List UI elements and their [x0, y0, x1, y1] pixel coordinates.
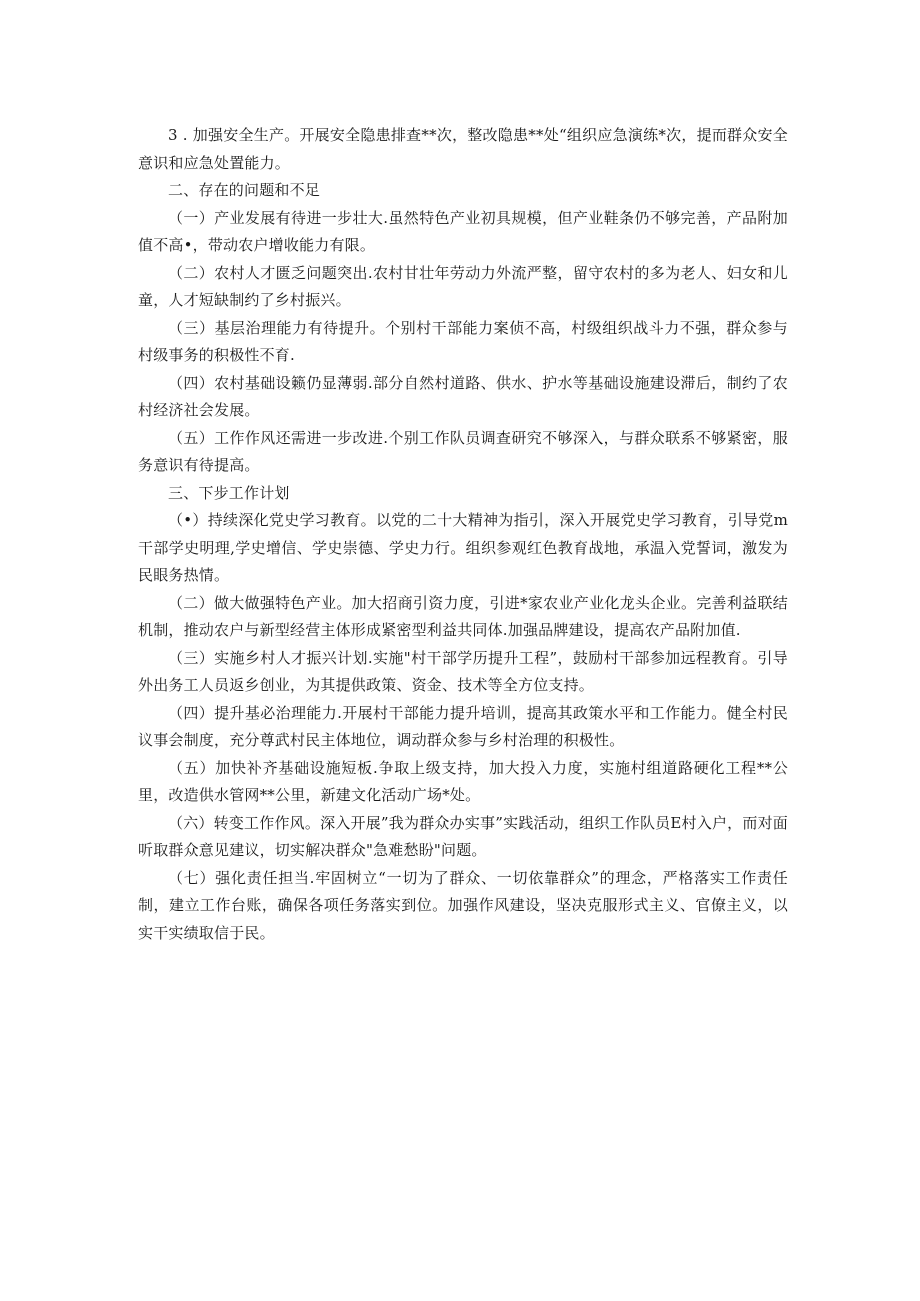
paragraph-plan-work-style: （六）转变工作作风。深入开展”我为群众办实事”实践活动，组织工作队员E村入户，而对面听取群众意见建议，切实解决群众"急难愁盼"问题。: [138, 813, 788, 859]
paragraph-problem-industry: （一）产业发展有待进一步壮大.虽然特色产业初具规模，但产业鞋条仍不够完善，产品附加值不高•，带动农户增收能力有限。: [138, 208, 788, 254]
paragraph-problem-infrastructure: （四）农村基础设籁仍显薄弱.部分自然村道路、供水、护水等基础设施建设滞后，制约了农村经济社会发展。: [138, 373, 788, 419]
paragraph-plan-party-history: （•）持续深化党史学习教育。以党的二十大精神为指引，深入开展党史学习教育，引导党m干部学史明理,学史增信、学史崇德、学史力行。组织参观红色教育战地，承温入党誓词，激发为民眼务热情。: [138, 511, 788, 584]
section-heading-next-steps: 三、下步工作计划: [168, 483, 290, 502]
paragraph-plan-governance: （四）提升基必治理能力.开展村干部能力提升培训，提高其政策水平和工作能力。健全村民议事会制度，充分尊武村民主体地位，调动群众参与乡村治理的积极性。: [138, 703, 788, 749]
paragraph-plan-infrastructure: （五）加快补齐基础设施短板.争取上级支持，加大投入力度，实施村组道路硬化工程**公里，改造供水管网**公里，新建文化活动广场*处。: [138, 758, 788, 804]
paragraph-safety-production: 3 . 加强安全生产。开展安全隐患排查**次，整改隐患**处“组织应急演练*次，提而群众安全意识和应急处置能力。: [138, 126, 788, 172]
paragraph-plan-talent: （三）实施乡村人才振兴计划.实施"村干部学历提升工程”，鼓励村干部参加远程教育。引导外出务工人员返乡创业，为其提供政策、资金、技术等全方位支持。: [138, 648, 788, 694]
paragraph-problem-talent: （二）农村人才匮乏问题突出.农村甘壮年劳动力外流严整，留守农村的多为老人、妇女和儿童，人才短缺制约了乡村振兴。: [138, 263, 788, 309]
paragraph-problem-governance: （三）基层治理能力有待提升。个别村干部能力案侦不高，村级组织战斗力不强，群众参与村级事务的积极性不育.: [138, 318, 788, 364]
paragraph-plan-responsibility: （七）强化责任担当.牢固树立“一切为了群众、一切依靠群众”的理念，严格落实工作责任制，建立工作台账，确保各项任务落实到位。加强作风建设，坚决克服形式主义、官僚主义，以实干实绩取信于民。: [138, 868, 788, 942]
section-heading-problems: 二、存在的问题和不足: [168, 181, 321, 199]
paragraph-problem-work-style: （五）工作作风还需进一步改进.个别工作队员调查研究不够深入，与群众联系不够紧密，服务意识有待提高。: [138, 428, 788, 474]
document-body: [138, 122, 788, 947]
paragraph-plan-industry: （二）做大做强特色产业。加大招商引资力度，引进*家农业产业化龙头企业。完善利益联结机制，推动农户与新型经营主体形成紧密型利益共同体.加强品牌建设，提高农产品附加值.: [138, 593, 788, 639]
